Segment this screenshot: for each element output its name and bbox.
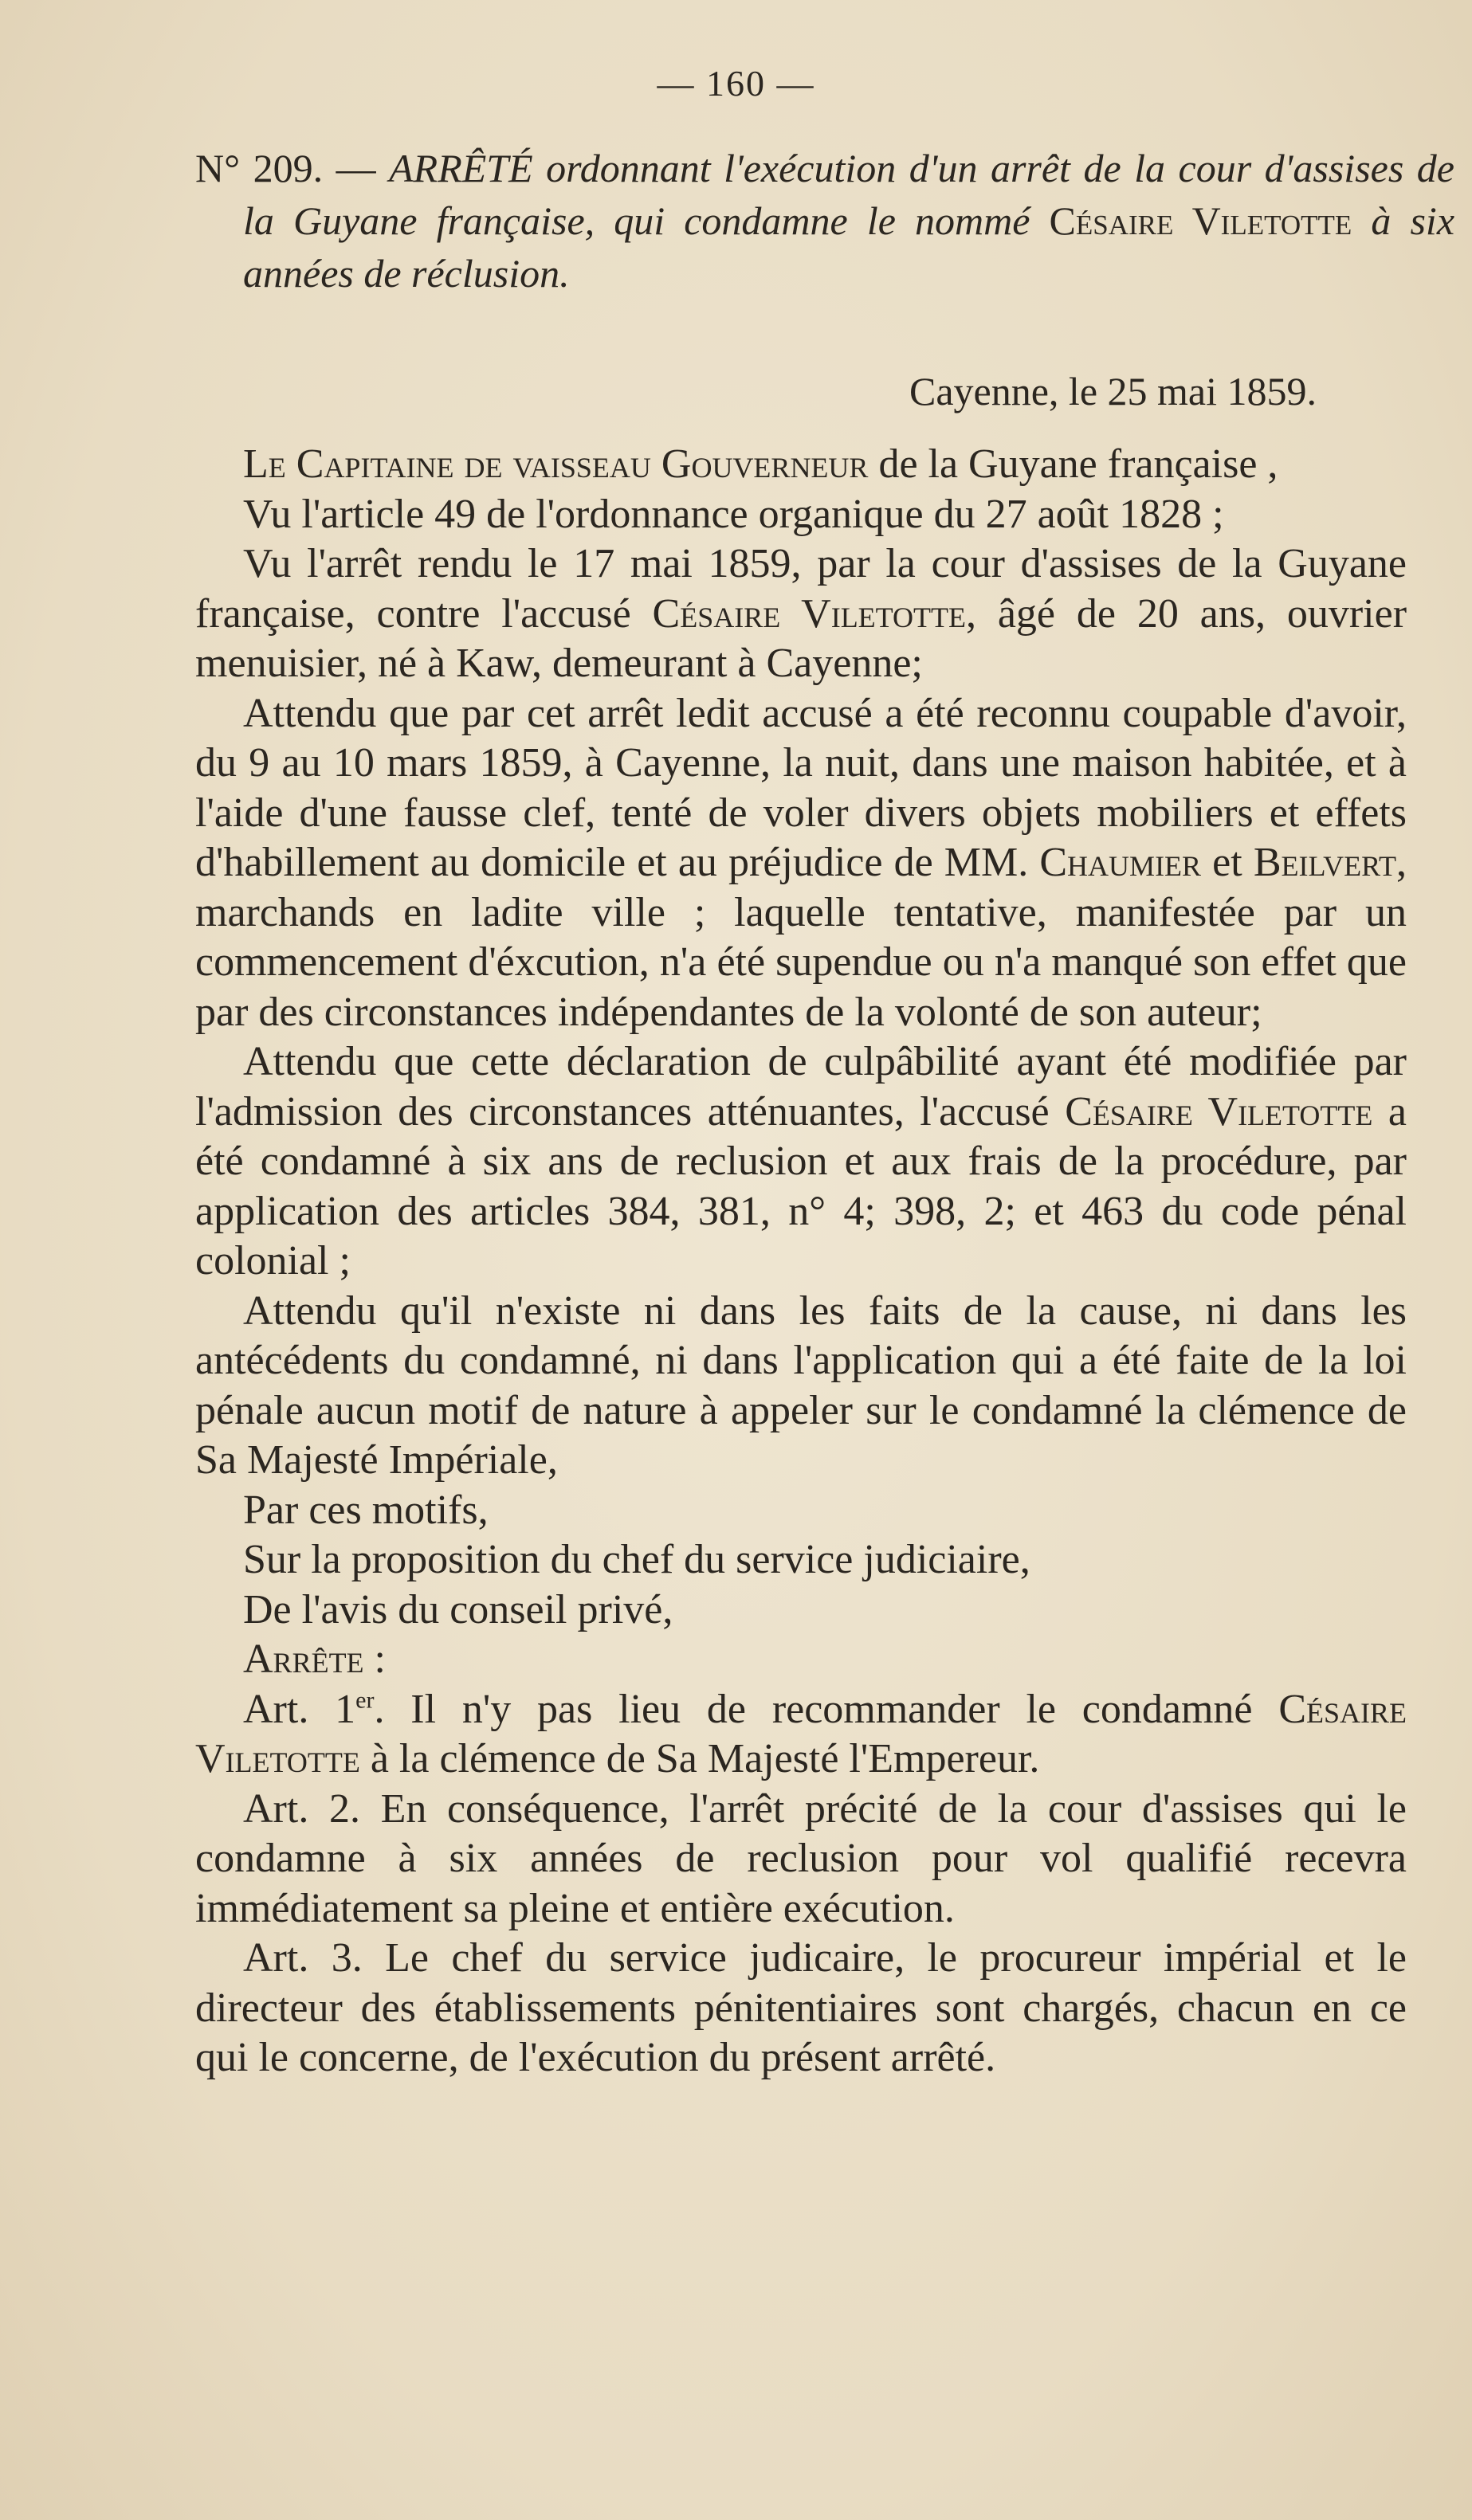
p4-text-b: , marchands en ladite ville ; laquelle tentative, manifestée par un commencement d'éxcution, n'a été supendue ou n'a manqué son effet que par des circonstances indépendantes de la volonté de son auteur; <box>195 840 1407 1035</box>
decree-title-end: à six années de réclusion. <box>243 198 1455 296</box>
paragraph-arrete: Arrête : <box>243 1636 386 1682</box>
convict-name: Césaire Viletotte <box>1049 198 1352 243</box>
art1-text-a: . Il n'y pas lieu de recommander le condamné <box>374 1686 1253 1732</box>
p4-name-1: Chaumier <box>1039 840 1202 885</box>
art1-name: Césaire Viletotte <box>195 1686 1407 1781</box>
paragraph-governor <box>195 440 1407 490</box>
paragraph-avis: De l'avis du conseil privé, <box>243 1586 673 1632</box>
governor-title: Le Capitaine de vaisseau Gouverneur <box>243 441 869 487</box>
paragraph-attendu-1 <box>195 689 1407 1038</box>
governor-title-rest: de la Guyane française , <box>878 441 1278 487</box>
article-2: Art. 2. En conséquence, l'arrêt précité de la cour d'assises qui le condamne à six années de reclusion pour vol qualifié recevra immédiatement sa pleine et entière exécution. <box>195 1785 1407 1931</box>
paragraph-motifs: Par ces motifs, <box>243 1487 489 1533</box>
paragraph-ordonnance: Vu l'article 49 de l'ordonnance organique du 27 août 1828 ; <box>243 491 1224 537</box>
p5-text-a: Attendu que cette déclaration de culpâbilité ayant été modifiée par l'admission des circonstances atténuantes, l'accusé <box>195 1039 1407 1135</box>
decree-title: ARRÊTÉ ordonnant l'exécution d'un arrêt de la cour d'assises de la Guyane française, qui condamne le nommé <box>243 146 1454 243</box>
decree-body <box>195 440 1407 2083</box>
decree-heading <box>195 142 1454 300</box>
article-3: Art. 3. Le chef du service judicaire, le procureur impérial et le directeur des établissements pénitentiaires sont chargés, chacun en ce qui le concerne, de l'exécution du présent arrêté. <box>195 1935 1407 2080</box>
art1-label: Art. 1 <box>243 1686 356 1732</box>
art1-sup: er <box>355 1687 375 1714</box>
paragraph-proposition: Sur la proposition du chef du service judiciaire, <box>243 1537 1030 1582</box>
p4-name-2: Beilvert <box>1253 840 1396 885</box>
paragraph-arret <box>195 539 1407 689</box>
date-line: Cayenne, le 25 mai 1859. <box>909 369 1317 413</box>
decree-number: N° 209. — <box>195 146 376 190</box>
paragraph-attendu-2 <box>195 1037 1407 1287</box>
p4-text-a: Attendu que par cet arrêt ledit accusé a été reconnu coupable d'avoir, du 9 au 10 mars 1859, à Cayenne, la nuit, dans une maison habitée, et à l'aide d'une fausse clef, tenté de voler divers objets mobiliers et effets d'habillement au domicile et au préjudice de MM. <box>195 690 1407 885</box>
article-1 <box>195 1685 1407 1785</box>
p3-text-b: , âgé de 20 ans, ouvrier menuisier, né à Kaw, demeurant à Cayenne; <box>195 590 1407 686</box>
paragraph-attendu-3: Attendu qu'il n'existe ni dans les faits de la cause, ni dans les antécédents du condamné, ni dans l'application qui a été faite de la loi pénale aucun motif de nature à appeler sur le condamné la clémence de Sa Majesté Impériale, <box>195 1287 1407 1483</box>
page-number: — 160 — <box>657 63 815 104</box>
art1-text-b: à la clémence de Sa Majesté l'Empereur. <box>370 1736 1040 1781</box>
p3-name: Césaire Viletotte <box>652 590 966 637</box>
p5-name: Césaire Viletotte <box>1065 1088 1373 1135</box>
p3-text-a: Vu l'arrêt rendu le 17 mai 1859, par la cour d'assises de la Guyane française, contre l'accusé <box>195 541 1407 637</box>
p5-text-b: a été condamné à six ans de reclusion et aux frais de la procédure, par application des articles 384, 381, n° 4; 398, 2; et 463 du code pénal colonial ; <box>195 1088 1407 1284</box>
p4-and: et <box>1212 840 1242 885</box>
